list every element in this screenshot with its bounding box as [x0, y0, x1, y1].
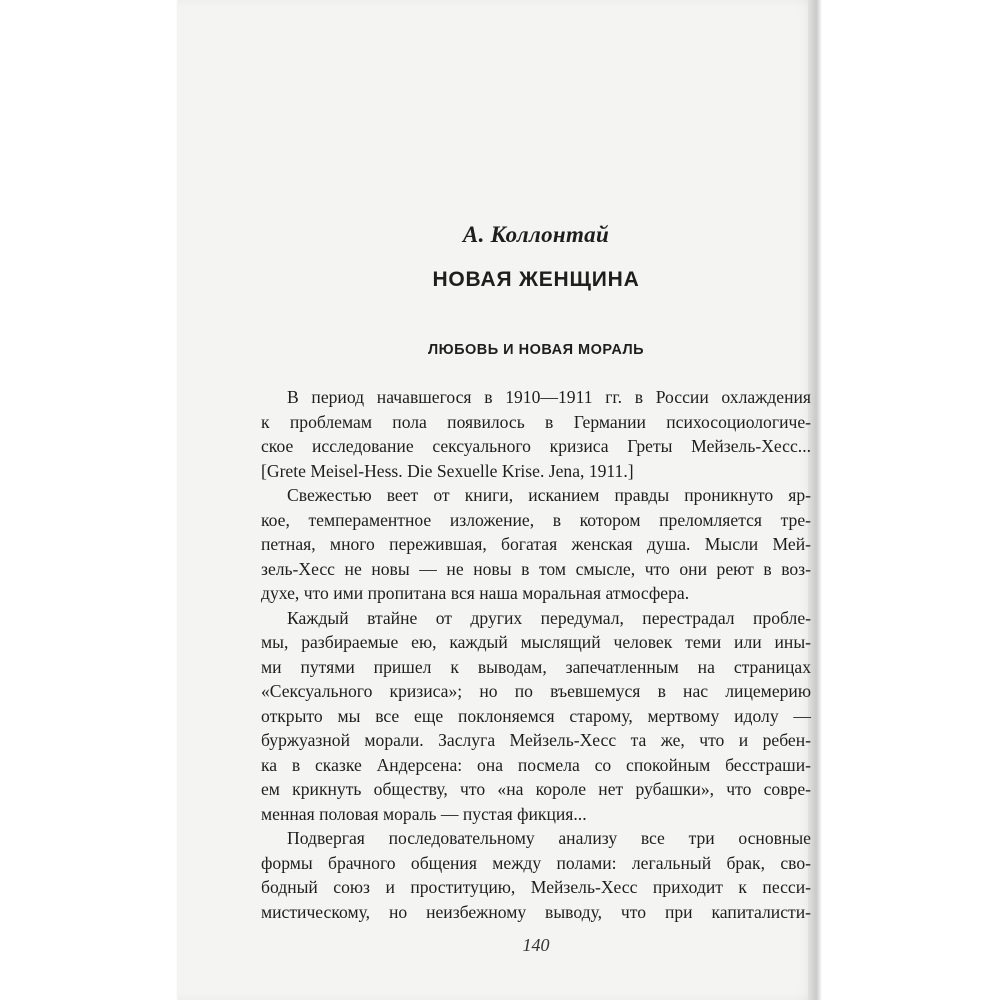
body-text [261, 385, 811, 924]
author-name: А. Коллонтай [462, 222, 610, 247]
page-number: 140 [522, 935, 550, 955]
text-line: мистическому, но неизбежному выводу, что при капиталисти- [261, 901, 811, 922]
chapter-title: НОВАЯ ЖЕНЩИНА [432, 268, 640, 291]
text-line: формы брачного общения между полами: легальный брак, сво- [261, 852, 811, 873]
text-line: духе, что ими пропитана вся наша моральная атмосфера. [261, 583, 690, 603]
text-line: Каждый втайне от других передумал, перестрадал пробле- [287, 607, 811, 628]
text-line: ское исследование сексуального кризиса Греты Мейзель-Хесс... [261, 436, 811, 456]
text-line: Подвергая последовательному анализу все три основные [287, 828, 811, 848]
text-line: ка в сказке Андерсена: она посмела со спокойным бесстраши- [261, 754, 811, 775]
text-line: буржуазной морали. Заслуга Мейзель-Хесс та же, что и ребен- [261, 730, 811, 750]
text-line: [Grete Meisel-Hess. Die Sexuelle Krise. Jena, 1911.] [261, 460, 634, 481]
text-line: петная, много пережившая, богатая женская душа. Мысли Мей- [261, 534, 811, 554]
text-line: мы, разбираемые ею, каждый мыслящий человек теми или ины- [261, 632, 811, 652]
text-line: В период начавшегося в 1910—1911 гг. в России охлаждения [287, 387, 811, 407]
text-line: «Сексуального кризиса»; но по въевшемуся в нас лицемерию [261, 681, 811, 701]
section-subtitle: ЛЮБОВЬ И НОВАЯ МОРАЛЬ [427, 342, 645, 358]
text-line: ем крикнуть обществу, что «на короле нет рубашки», что совре- [261, 779, 811, 799]
text-line: открыто мы все еще поклоняемся старому, мертвому идолу — [261, 705, 811, 726]
text-line: Свежестью веет от книги, исканием правды проникнуто яр- [287, 485, 811, 505]
text-line: к проблемам пола появилось в Германии психосоциологиче- [261, 411, 811, 432]
text-line: бодный союз и проституцию, Мейзель-Хесс приходит к песси- [261, 877, 811, 897]
text-line: зель-Хесс не новы — не новы в том смысле, что они реют в воз- [261, 558, 811, 579]
text-line: менная половая мораль — пустая фикция... [261, 803, 587, 824]
text-line: кое, темпераментное изложение, в котором преломляется тре- [261, 509, 811, 530]
text-line: ми путями пришел к выводам, запечатленным на страницах [261, 656, 811, 677]
